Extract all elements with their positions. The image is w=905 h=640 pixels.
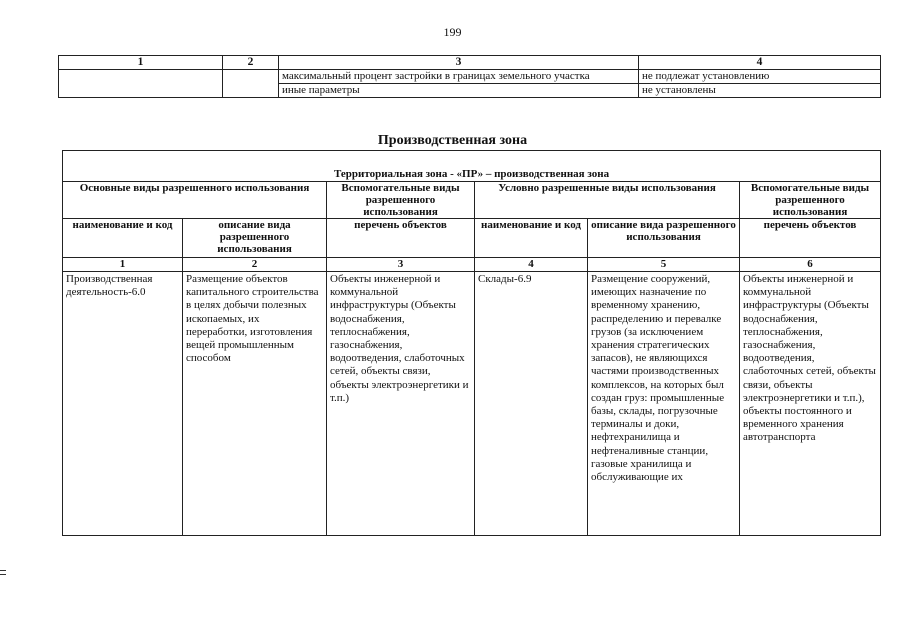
primary-use-description: Размещение объектов капитального строительства в целях добычи полезных ископаемых, их переработки, изготовления вещей промышленным способом	[183, 272, 327, 536]
empty-cell	[223, 70, 279, 98]
group-header-row	[63, 182, 881, 219]
parameters-table-continuation	[58, 55, 881, 98]
subheader-description: описание вида разрешенного использования	[183, 219, 327, 258]
margin-mark	[0, 570, 6, 575]
column-number: 4	[475, 258, 588, 272]
primary-use-name: Производственная деятельность-6.0	[63, 272, 183, 536]
subheader-name-code: наименование и код	[63, 219, 183, 258]
group-header-main: Основные виды разрешенного использования	[63, 182, 327, 219]
column-number: 2	[183, 258, 327, 272]
parameters-header-row	[59, 56, 881, 70]
column-number: 5	[588, 258, 740, 272]
parameter-value: не установлены	[639, 84, 881, 98]
zone-regulations-table	[62, 150, 881, 536]
empty-cell	[59, 70, 223, 98]
auxiliary-objects-list: Объекты инженерной и коммунальной инфраструктуры (Объекты водоснабжения, теплоснабжения, газоснабжения, водоотведения, слаботочных сетей, объекты связи, объекты электроэнергетики и т.п.)	[327, 272, 475, 536]
group-header-auxiliary-conditional: Вспомогательные виды разрешенного использования	[740, 182, 881, 219]
group-header-conditional: Условно разрешенные виды использования	[475, 182, 740, 219]
subheader-object-list: перечень объектов	[327, 219, 475, 258]
column-number: 3	[327, 258, 475, 272]
conditional-use-name: Склады-6.9	[475, 272, 588, 536]
subheader-object-list: перечень объектов	[740, 219, 881, 258]
parameter-name: максимальный процент застройки в границах земельного участка	[279, 70, 639, 84]
conditional-auxiliary-objects: Объекты инженерной и коммунальной инфраструктуры (Объекты водоснабжения, теплоснабжения, газоснабжения, водоотведения, слаботочных сетей, объекты связи, объекты электроэнергетики и т.п.), объекты постоянного и временного хранения автотранспорта	[740, 272, 881, 536]
table-row	[63, 272, 881, 536]
column-header: 1	[59, 56, 223, 70]
conditional-use-description: Размещение сооружений, имеющих назначение по временному хранению, распределению и перевалке грузов (за исключением хранения стратегических запасов), не являющихся частями производственных комплексов, на которых был создан груз: промышленные базы, склады, погрузочные терминалы и доки, нефтехранилища и нефтеналивные станции, газовые хранилища и обслуживающие их	[588, 272, 740, 536]
column-number: 1	[63, 258, 183, 272]
column-header: 4	[639, 56, 881, 70]
subheader-description: описание вида разрешенного использования	[588, 219, 740, 258]
column-number: 6	[740, 258, 881, 272]
zone-heading: Производственная зона	[377, 133, 528, 148]
column-number-row	[63, 258, 881, 272]
subheader-row	[63, 219, 881, 258]
column-header: 3	[279, 56, 639, 70]
subheader-name-code: наименование и код	[475, 219, 588, 258]
table-title: Территориальная зона - «ПР» – производственная зона	[63, 151, 881, 182]
table-title-row	[63, 151, 881, 182]
parameter-value: не подлежат установлению	[639, 70, 881, 84]
column-header: 2	[223, 56, 279, 70]
parameter-name: иные параметры	[279, 84, 639, 98]
group-header-auxiliary: Вспомогательные виды разрешенного использования	[327, 182, 475, 219]
page-number: 199	[443, 25, 462, 39]
table-row	[59, 70, 881, 84]
